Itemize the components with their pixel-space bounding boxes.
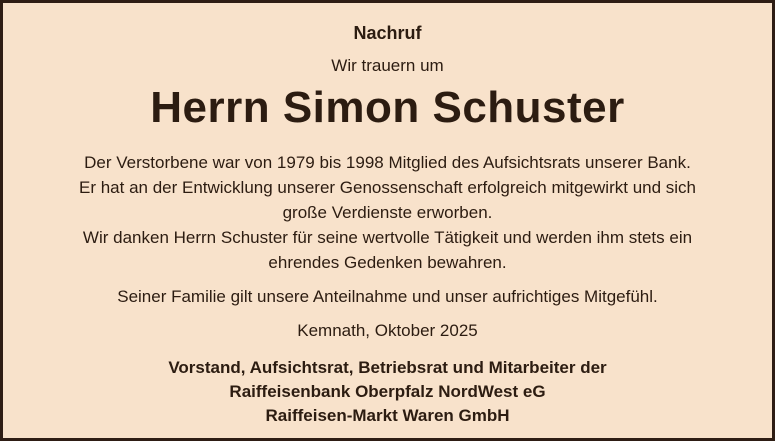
body-line: große Verdienste erworben. <box>282 203 493 222</box>
obituary-body <box>3 150 772 275</box>
body-line: ehrendes Gedenken bewahren. <box>268 253 507 272</box>
condolence-line: Seiner Familie gilt unsere Anteilnahme und unser aufrichtiges Mitgefühl. <box>117 287 658 306</box>
intro-line: Wir trauern um <box>331 56 444 75</box>
notice-type-heading: Nachruf <box>353 23 422 43</box>
body-line: Wir danken Herrn Schuster für seine wertvolle Tätigkeit und werden ihm stets ein <box>82 228 693 247</box>
body-line: Er hat an der Entwicklung unserer Genossenschaft erfolgreich mitgewirkt und sich <box>78 178 697 197</box>
signature-line: Vorstand, Aufsichtsrat, Betriebsrat und Mitarbeiter der <box>168 358 607 377</box>
signature-line: Raiffeisenbank Oberpfalz NordWest eG <box>229 382 546 401</box>
deceased-name-title: Herrn Simon Schuster <box>150 83 625 132</box>
place-date-line: Kemnath, Oktober 2025 <box>297 321 478 340</box>
body-line: Der Verstorbene war von 1979 bis 1998 Mitglied des Aufsichtsrats unserer Bank. <box>84 153 691 172</box>
signature-block <box>3 356 772 428</box>
signature-line: Raiffeisen-Markt Waren GmbH <box>265 406 510 425</box>
